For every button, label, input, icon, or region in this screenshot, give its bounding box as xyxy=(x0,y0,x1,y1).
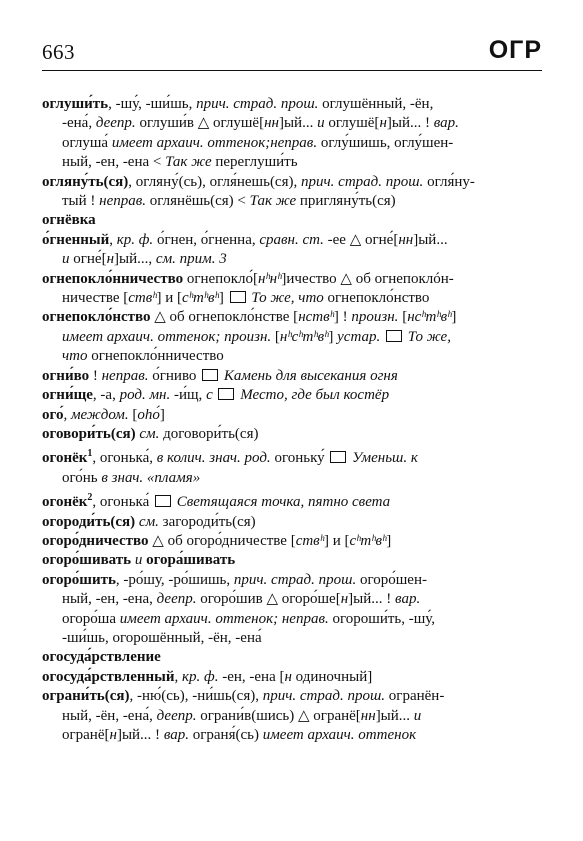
headword: ограни́ть(ся) xyxy=(42,688,130,705)
headword: огоро́шить xyxy=(42,571,116,588)
grammar-note: кр. ф. xyxy=(116,231,154,248)
entry-text: огне́[ xyxy=(69,251,107,268)
grammar-note: Так же xyxy=(249,193,297,210)
headword: огни́ще xyxy=(42,387,93,404)
entry-text: △ об огнепокло́нстве [ xyxy=(150,309,299,326)
entry-text: огоро́шен- xyxy=(356,571,427,588)
grammar-note: Так же xyxy=(165,154,212,171)
dictionary-entry xyxy=(42,687,542,745)
grammar-note: То же, что xyxy=(251,290,324,307)
grammar-note: н xyxy=(106,251,115,268)
entry-text: ]ый... ! xyxy=(116,727,164,743)
grammar-note: н xyxy=(340,591,349,608)
grammar-note: cʰтʰвʰ xyxy=(182,290,219,307)
entry-line xyxy=(42,648,542,667)
grammar-note: вар. xyxy=(163,727,189,743)
entry-text: ный, -ен, -ена < xyxy=(62,154,166,171)
dictionary-entry xyxy=(42,367,542,386)
headword: огонёк xyxy=(42,450,88,467)
entry-text: оглуши́в △ оглушё[ xyxy=(135,115,265,132)
grammar-note: нʰнʰ xyxy=(257,270,282,287)
entry-line xyxy=(42,668,542,687)
grammar-note: cʰтʰвʰ xyxy=(349,532,387,549)
entry-line xyxy=(42,444,542,468)
definition-box-icon xyxy=(202,369,218,381)
entry-text: ограни́в(шись) △ огранё[ xyxy=(196,707,361,724)
grammar-note: имеет архаич. оттенок; неправ. xyxy=(119,610,329,627)
entry-text: -ен, -ена [ xyxy=(218,668,285,685)
headword: огора́шивать xyxy=(146,552,236,569)
dictionary-entry xyxy=(42,386,542,405)
entry-line xyxy=(42,308,542,327)
dictionary-entry xyxy=(42,406,542,425)
definition-box-icon xyxy=(330,451,346,463)
entry-line xyxy=(42,347,542,366)
entry-text: [ xyxy=(128,406,138,423)
entry-text: , огляну́(сь), огля́нешь(ся), xyxy=(128,173,301,190)
grammar-note: кр. ф. xyxy=(182,668,219,685)
entry-text: огороши́ть, -шу́, xyxy=(328,610,436,627)
grammar-note: нʰсʰтʰвʰ xyxy=(279,328,329,345)
entry-text: ] ! xyxy=(333,309,352,326)
headword: огосуда́рствление xyxy=(42,649,161,666)
entry-text: ный, -ён, -ена́, xyxy=(62,707,157,724)
entry-text: ]ый... xyxy=(375,707,414,724)
homonym-index: 2 xyxy=(87,492,93,504)
entry-line xyxy=(42,192,542,211)
entry-text: ]ый... ! xyxy=(348,591,396,608)
dictionary-entry xyxy=(42,571,542,649)
entry-text xyxy=(213,387,217,403)
grammar-note: То же, xyxy=(407,328,451,345)
grammar-note: оhо́ xyxy=(137,406,160,423)
entry-line xyxy=(42,726,542,745)
entry-text: оглушё[ xyxy=(324,115,380,132)
grammar-note: неправ. xyxy=(101,367,149,384)
entry-line xyxy=(42,590,542,609)
entry-text: ограня́(сь) xyxy=(188,727,263,743)
entry-text: ] xyxy=(159,406,165,423)
headword: огонёк xyxy=(42,494,88,511)
entry-line xyxy=(42,532,542,551)
entry-line xyxy=(42,95,542,114)
entry-line xyxy=(42,231,542,250)
entry-text: ]ый..., xyxy=(114,251,156,268)
entry-text: , огонька́, xyxy=(92,450,157,467)
header-rule xyxy=(42,70,542,71)
entry-line xyxy=(42,707,542,726)
entry-line xyxy=(42,629,542,648)
page-number: 663 xyxy=(42,40,75,64)
entry-text: -ее △ огне́[ xyxy=(323,231,399,248)
entry-line xyxy=(42,425,542,444)
entry-line xyxy=(42,134,542,153)
entry-text: [ xyxy=(398,309,408,326)
entry-text: огранён- xyxy=(385,688,445,705)
entry-text: △ об огоро́дничестве [ xyxy=(148,532,296,549)
entry-line xyxy=(42,114,542,133)
grammar-note: и xyxy=(62,251,70,268)
entry-text: ничестве [ xyxy=(62,290,129,307)
entry-line xyxy=(42,513,542,532)
grammar-note: Место, где был костёр xyxy=(240,387,390,404)
grammar-note: устар. xyxy=(337,328,381,345)
definition-box-icon xyxy=(218,388,234,400)
entry-line xyxy=(42,610,542,629)
entry-text: ] и [ xyxy=(323,532,350,549)
definition-box-icon xyxy=(386,330,402,342)
dictionary-entry xyxy=(42,425,542,444)
headword: огоро́шивать xyxy=(42,552,132,569)
grammar-note: см. xyxy=(138,513,159,530)
entry-text: огнепокло́нничество xyxy=(87,348,224,365)
grammar-note: прич. страд. прош. xyxy=(301,173,424,190)
entry-text: оглушённый, -ён, xyxy=(318,96,434,112)
grammar-note: н xyxy=(379,115,387,132)
entry-text: о́гниво xyxy=(148,367,201,384)
entry-line xyxy=(42,687,542,706)
headword: огни́во xyxy=(42,367,90,384)
headword: огоро́дничество xyxy=(42,532,149,549)
entry-text: переглуши́ть xyxy=(211,154,298,171)
dictionary-entry xyxy=(42,551,542,570)
grammar-note: произн. xyxy=(351,309,399,326)
dictionary-entries xyxy=(42,95,542,745)
dictionary-entry xyxy=(42,270,542,309)
grammar-note: междом. xyxy=(70,406,129,423)
entry-text: ]ый... xyxy=(278,115,318,132)
grammar-note: ствʰ xyxy=(295,532,324,549)
entry-text: о́гнен, о́гненна, xyxy=(153,231,260,248)
entry-text: огнепокло́[ xyxy=(183,270,258,287)
entry-text: огоро́ша xyxy=(62,610,120,627)
headword: ого́ xyxy=(42,406,64,423)
entry-line xyxy=(42,488,542,512)
entry-text: огля́ну- xyxy=(423,173,475,190)
entry-text: , xyxy=(109,231,117,248)
entry-text: огоро́шив △ огоро́ше[ xyxy=(196,591,341,608)
entry-text xyxy=(380,329,384,345)
entry-line xyxy=(42,386,542,405)
entry-text: -ена́, xyxy=(62,115,96,132)
entry-text: , -ро́шу, -ро́шишь, xyxy=(115,571,234,588)
entry-text: огнепокло́нство xyxy=(323,290,430,307)
grammar-note: нн xyxy=(264,115,279,132)
grammar-note: Светящаяся точка, пятно света xyxy=(176,494,391,511)
entry-text: -и́щ, xyxy=(170,387,207,404)
grammar-note: что xyxy=(62,348,88,365)
page-header xyxy=(42,36,542,70)
entry-text: ] xyxy=(328,328,338,345)
grammar-note: с xyxy=(206,387,213,404)
grammar-note: в знач. «пламя» xyxy=(101,469,201,486)
entry-text: ] xyxy=(218,290,228,307)
entry-text: договори́ть(ся) xyxy=(159,425,259,442)
entry-text: ] и [ xyxy=(156,290,183,307)
entry-text: , xyxy=(174,668,183,685)
entry-text: ! xyxy=(89,367,102,384)
grammar-note: н xyxy=(109,727,117,743)
grammar-note: имеет архаич. оттенок xyxy=(262,727,417,743)
headword: о́гненный xyxy=(42,231,110,248)
entry-text: ]ый... ! xyxy=(386,115,434,132)
grammar-note: неправ. xyxy=(99,193,147,210)
entry-line xyxy=(42,173,542,192)
entry-line xyxy=(42,153,542,172)
grammar-note: и xyxy=(317,115,325,132)
grammar-note: род. мн. xyxy=(119,387,171,404)
headword: огнепокло́нничество xyxy=(42,270,184,287)
entry-text: ]ый... xyxy=(413,231,448,248)
dictionary-entry xyxy=(42,668,542,687)
entry-line xyxy=(42,406,542,425)
grammar-note: н xyxy=(284,668,292,685)
grammar-note: вар. xyxy=(395,591,421,608)
entry-text: оглуша́ xyxy=(62,134,112,151)
entry-text: , -ню́(сь), -ни́шь(ся), xyxy=(129,688,263,705)
grammar-note: в колич. знач. род. xyxy=(156,450,271,467)
entry-text: ого́нь xyxy=(62,469,102,486)
grammar-note: и xyxy=(134,552,143,569)
entry-line xyxy=(42,328,542,347)
entry-text: ный, -ен, -ена, xyxy=(62,591,157,608)
headword: огляну́ть(ся) xyxy=(42,173,129,190)
grammar-note: нн xyxy=(360,707,376,724)
entry-line xyxy=(42,367,542,386)
grammar-note: сравн. ст. xyxy=(259,231,324,248)
entry-text: , -шу́, -ши́шь, xyxy=(108,96,197,112)
grammar-note: и xyxy=(413,707,422,724)
entry-text: , огонька́ xyxy=(92,494,154,511)
headword: оговори́ть(ся) xyxy=(42,425,136,442)
dictionary-entry xyxy=(42,648,542,667)
entry-text: ] xyxy=(386,532,392,549)
grammar-note: прич. страд. прош. xyxy=(262,688,386,705)
grammar-note: имеет архаич. оттенок;неправ. xyxy=(111,134,318,151)
entry-line xyxy=(42,469,542,488)
entry-text: -ши́шь, огорошённый, -ён, -ена́ xyxy=(62,629,262,646)
headword: огнепокло́нство xyxy=(42,309,151,326)
grammar-note: нствʰ xyxy=(298,309,334,326)
grammar-note: деепр. xyxy=(95,115,136,132)
dictionary-entry xyxy=(42,488,542,512)
grammar-note: см. xyxy=(139,425,160,442)
dictionary-entry xyxy=(42,95,542,173)
running-head: ОГР xyxy=(488,36,542,64)
entry-line xyxy=(42,571,542,590)
headword: оглуши́ть xyxy=(42,96,109,112)
entry-text: огранё[ xyxy=(62,727,110,743)
entry-text: огоньку́ xyxy=(270,450,329,467)
entry-text: тый ! xyxy=(62,193,100,210)
dictionary-entry xyxy=(42,173,542,212)
entry-text: одиночный] xyxy=(291,668,373,685)
homonym-index: 1 xyxy=(87,448,93,460)
entry-text: оглянёшь(ся) < xyxy=(146,193,250,210)
dictionary-entry xyxy=(42,308,542,366)
grammar-note: прич. страд. прош. xyxy=(196,96,319,112)
grammar-note: имеет архаич. оттенок; произн. xyxy=(62,328,272,345)
dictionary-entry xyxy=(42,513,542,532)
grammar-note: вар. xyxy=(433,115,459,132)
entry-text: [ xyxy=(271,328,280,345)
entry-text: , xyxy=(63,406,71,423)
grammar-note: деепр. xyxy=(156,707,197,724)
entry-text: оглу́шишь, оглу́шен- xyxy=(317,134,454,151)
grammar-note: деепр. xyxy=(156,591,197,608)
definition-box-icon xyxy=(155,495,171,507)
dictionary-entry xyxy=(42,444,542,488)
grammar-note: прич. страд. прош. xyxy=(233,571,357,588)
headword: огороди́ть(ся) xyxy=(42,513,136,530)
headword: огнёвка xyxy=(42,212,96,229)
grammar-note: нн xyxy=(398,231,414,248)
entry-text: ]ичество △ об огнепоклóн- xyxy=(281,270,454,287)
grammar-note: Уменьш. к xyxy=(352,450,418,467)
grammar-note: ствʰ xyxy=(128,290,157,307)
entry-line xyxy=(42,250,542,269)
dictionary-entry xyxy=(42,211,542,230)
entry-text: пригляну́ть(ся) xyxy=(296,193,396,210)
entry-line xyxy=(42,551,542,570)
grammar-note: нсʰтʰвʰ xyxy=(407,309,452,326)
grammar-note: Камень для высекания огня xyxy=(223,367,398,384)
grammar-note: см. прим. 3 xyxy=(155,251,227,268)
entry-text: загороди́ть(ся) xyxy=(158,513,256,530)
entry-text: , -а, xyxy=(92,387,120,404)
entry-line xyxy=(42,211,542,230)
headword: огосуда́рствленный xyxy=(42,668,175,685)
entry-line xyxy=(42,289,542,308)
entry-line xyxy=(42,270,542,289)
dictionary-entry xyxy=(42,231,542,270)
dictionary-entry xyxy=(42,532,542,551)
entry-text: ] xyxy=(451,309,457,326)
definition-box-icon xyxy=(230,291,246,303)
